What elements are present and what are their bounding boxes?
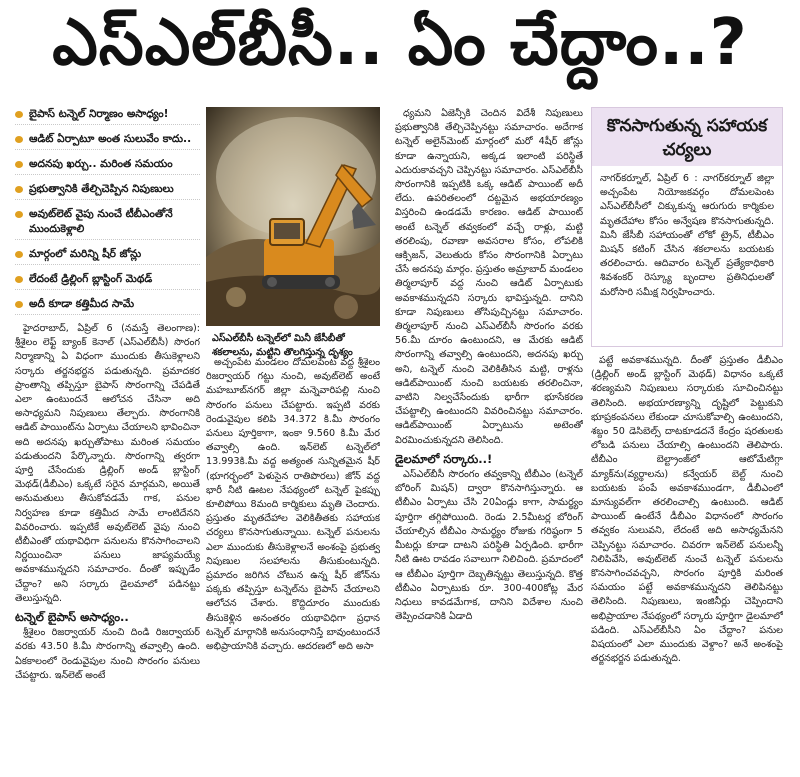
- paragraph: ఎస్‌ఎల్‌బీసీ సొరంగం తవ్వకాన్ని టీబీఎం (టన్నెల్‌ బోరింగ్‌ మిషన్‌) ద్వారా కొనసాగిస్తున్నారు. ఆ టీబీఎం ఏర్పాటు చేసి 20ఏండ్లు కాగా, సామర్థ్యం పూర్తిగా తగ్గిపోయింది. రెండు 2.5మీటర్ల బోరింగ్‌ చేయాల్సిన టీబీఎం సామర్థ్యం రోజుకు గరిష్ఠంగా 5 మీటర్లు కూడా దాటని పరిస్థితి ఏర్పడింది. భారీగా నీటి ఊట రావడం సవాలుగా నిలిచింది. ప్రమాదంలో ఆ టీబీఎం పూర్తిగా దెబ్బతిన్నట్టు తెలుస్తున్నది. కొత్త టీబీఎం ఏర్పాటుకు రూ. 300-400కోట్ల మేర నిధులు కావడమేగాక, దానిని విదేశాల నుంచి తెప్పించడానికి ఏడాది: [395, 469, 583, 623]
- bullet-dot-icon: [15, 251, 23, 258]
- article-column-3: [395, 107, 583, 762]
- headline: ఎస్‌ఎల్‌బీసీ.. ఏం చేద్దాం..?: [52, 5, 748, 80]
- article-column-1: [15, 322, 200, 762]
- highlight-text: ప్రభుత్వానికి తేల్చిచెప్పిన నిపుణులు: [29, 183, 174, 195]
- sidebar-box: [591, 107, 783, 347]
- highlight-text: అదనపు ఖర్చు.. మరింత సమయం: [29, 158, 173, 170]
- paragraph: హైదరాబాద్‌, ఏప్రిల్‌ 6 (నమస్తే తెలంగాణ): శ్రీశైలం లెఫ్ట్‌ బ్యాంక్‌ కెనాల్‌ (ఎస్‌ఎల్‌బీసీ) సొరంగ నిర్మాణాన్ని ఏ విధంగా ముందుకు తీసుకెళ్లాలని సర్కారు తర్జనభర్జన పడుతున్నది. ప్రమాదకర ప్రాంతాన్ని తప్పిస్తూ బైపాస్‌ సొరంగాన్ని చేపడితే ఎలా ఉంటుందనే ఆలోచన చేసినా అది అసాధ్యమని నిపుణులు తేల్చారు. సొరంగానికి ఆడిట్‌ పాయింట్‌ను ఏర్పాటు చేయాలని భావించినా అది అదనపు ఖర్చుతోపాటు మరింత సమయం పడుతుందని పేర్కొన్నారు. సొరంగాన్ని త్వరగా పూర్తి చేసేందుకు డ్రిల్లింగ్‌ అండ్‌ బ్లాస్టింగ్‌ మెథడ్‌(డీబీఎం) ఒక్కటే సరైన మార్గమని, అయితే అనుమతులు తీసుకోవడమే గాక, పనుల నిర్వహణ కూడా కత్తిమీద సామే లాంటిదేనని వివరించారు. ఇప్పటికే అవుట్‌లెట్‌ వైపు నుంచి టీబీఎంతో యథావిధిగా పనులను కొనసాగించాలని నిర్ణయించినా పనులు జాప్యమయ్యే అవకాశమున్నదని సమాచారం. దీంతో ఇప్పుడేం చేద్దాం? అని సర్కారు డైలమాలో పడినట్టు తెలుస్తున్నది.: [15, 323, 200, 604]
- paragraph: శ్రీశైలం రిజర్వాయర్‌ నుంచి దిండి రిజర్వాయర్‌ వరకు 43.50 కి.మీ సొరంగాన్ని తవ్వాల్సి ఉంది. ఏకకాలంలో రెండువైపుల నుంచి సొరంగం పనులు చేపట్టారు. ఇన్‌లెట్‌ అంటే: [15, 627, 200, 681]
- bullet-dot-icon: [15, 276, 23, 283]
- bullet-dot-icon: [15, 136, 23, 143]
- subheading: డైలమాలో సర్కారు..!: [395, 451, 493, 466]
- highlight-text: అదీ కూడా కత్తిమీద సామే: [29, 298, 135, 310]
- excavator-photo: [206, 107, 380, 326]
- highlight-text: లేదంటే డ్రిల్లింగ్‌ బ్లాస్టింగ్‌ మెథడ్‌: [29, 273, 153, 285]
- tunnel-excavator-image: [206, 107, 380, 326]
- article-column-4: [591, 354, 783, 762]
- bullet-dot-icon: [15, 186, 23, 193]
- bullet-dot-icon: [15, 301, 23, 308]
- paragraph: అచ్చంపేట మండలం దోమలపెంట వద్ద శ్రీశైలం రిజర్వాయర్‌ గట్టు నుంచి, అవుట్‌లెట్‌ అంటే మహబూబ్‌నగర్‌ జిల్లా మన్నెవారిపల్లి నుంచి సొరంగం పనులు చేపట్టారు. ఇప్పటి వరకు రెండువైపుల కలిపి 34.372 కి.మీ సొరంగం పనులు పూర్తికాగా, ఇంకా 9.560 కి.మీ మేర తవ్వాల్సి ఉంది. ఇన్‌లెట్‌ టన్నెల్‌లో 13.993కి.మీ వద్ద అత్యంత సున్నితమైన షీర్‌ (భూగర్భంలో పెళుసైన రాతిపొరలు) జోన్‌ వద్ద భారీ నీటి ఊటల నేపథ్యంలో టన్నెల్‌ పైకప్పు కూలిపోయి 8మంది కార్మికులు మృతి చెందారు. ప్రస్తుతం మృతదేహాల వెలికితీతకు సహాయక చర్యలు కొనసాగుతున్నాయి. టన్నెల్‌ పనులను ఎలా ముందుకు తీసుకెళ్లాలనే అంశంపై ప్రభుత్వ నిపుణుల సలహాలను తీసుకుంటున్నది. ప్రమాదం జరిగిన చోటున ఉన్న షీర్‌ జోన్‌ను పక్కకు తప్పిస్తూ టన్నెల్‌ను బైపాస్‌ చేయాలని ఆలోచన చేశారు. కొద్దిదూరం ముందుకు తీసుకెళ్లిన అనంతరం యథావిధిగా ప్రధాన టన్నెల్‌ మార్గానికి అనుసంధానిస్తే బావుంటుందనే అభిప్రాయానికి వచ్చారు. ఆదరణలో అది అసా: [206, 357, 380, 653]
- paragraph: పట్టే అవకాశమున్నది. దీంతో ప్రస్తుతం డీబీఎం (డ్రిల్లింగ్‌ అండ్‌ బ్లాస్టింగ్‌ మెథడ్‌) విధానం ఒక్కటే శరణ్యమని నిపుణులు సర్కారుకు సూచించినట్టు తెలిసింది. అభయారణ్యాన్ని దృష్టిలో పెట్టుకుని భూప్రకంపనలు లేకుండా చూసుకోవాల్సి ఉంటుందని, శబ్దం 50 డెసిబెల్స్‌ దాటకూడదనే కేంద్రం షరతులకు లోబడి పనులు చేయాల్సి ఉంటుందని తెలిపారు. టీబీఎం బెల్ట్రాంజ్‌లో ఆటోమేటిగ్గా మ్యాక్‌ను(వ్యర్థాలను) కన్వేయర్‌ బెల్ట్‌ నుంచి బయటకు పంపే అవకాశముండగా, డీబీఎంలో మాన్యువల్‌గా తరలించాల్సి ఉంటుంది. ఆడిట్‌ పాయింట్‌ ఉంటేనే డీబీఎం విధానంలో సొరంగం తవ్వకం సులువని, లేదంటే అది అసాధ్యమేనని చెప్పినట్టు సమాచారం. చివరగా ఇన్‌లెట్‌ పనులన్నీ నిలిపివేసి, అవుట్‌లెట్‌ నుంచే టన్నెల్‌ పనులను కొనసాగించవచ్చని, సొరంగం పూర్తికి మరింత సమయం పట్టే అవకాశమున్నదని తెలిపినట్టు తెలిసింది. నిపుణులు, ఇంజినీర్లు చెప్పిందాని అభిప్రాయాల నేపథ్యంలో సర్కారు పూర్తిగా డైలమాలో పడింది. ఎస్‌ఎల్‌బీసీని ఏం చేద్దాం? పనుల విషయంలో ఎలా ముందుకు వెళ్దాం? అనే అంశంపై తర్జనభర్జన పడుతున్నది.: [591, 355, 783, 665]
- highlight-text: మార్గంలో మరిన్ని షీర్‌ జోన్లు: [29, 248, 142, 260]
- paragraph: ధ్యమని ఏజెన్సీకి చెందిన విదేశీ నిపుణులు ప్రభుత్వానికి తేల్చిచెప్పినట్టు సమాచారం. అదేగాక టన్నెల్‌ అలైన్‌మెంట్‌ మార్గంలో మరో 4షీర్‌ జోన్లు కూడా ఉన్నాయని, అక్కడ ఇలాంటి పరిస్థితే ఎదురుకావచ్చని చెప్పినట్టు సమాచారం. ఎస్‌ఎల్‌బీసీ సొరంగానికి ఇప్పటికి ఒక్క ఆడిట్‌ పాయింట్‌ అదీ లేదు. ఉపరితలంలో దట్టమైన అభయారణ్యం విస్తరించి ఉండడమే కారణం. ఆడిట్‌ పాయింట్‌ అంటే టన్నెల్‌ తవ్వకంలో వచ్చే రాళ్లు, మట్టి తరలింపు, రవాణా అవసరాల కోసం, లోపలికి ఆక్సిజన్‌, వెలుతురు కోసం సొరంగానికి ఏర్పాటు చేసే అదనపు మార్గం. ప్రస్తుతం అమ్రాబాద్‌ మండలం తిర్మలాపూర్‌ వద్ద నుంచి ఆడిట్‌ ఏర్పాటుకు అవకాశమున్నదని సర్కారు భావిస్తున్నది. దానిని కూడా నిపుణులు తోసిపుచ్చినట్టు సమాచారం. తిర్మలాపూర్‌ నుంచి ఎస్‌ఎల్‌బీసీ సొరంగం వరకు 56.మీ దూరం ఉంటుందని, ఆ మేరకు ఆడిట్‌ సొరంగాన్ని తవ్వాల్సి ఉంటుందని, అదనపు ఖర్చు అని, టన్నెల్‌ నుంచి వెలికితీసిన మట్టి, రాళ్లను ఆడిట్‌పాయింట్‌ నుంచి బయటకు తరలించినా, వాటిని నిల్వచేసేందుకు భారీగా భూసేకరణ చేపట్టాల్సి ఉంటుందని వివరించినట్టు సమాచారం. ఆడిట్‌పాయింట్‌ ఏర్పాటును అటెంతో విరమించుకున్నదని తెలిసింది.: [395, 108, 583, 446]
- highlight-item: [15, 297, 200, 315]
- subheading: టన్నెల్‌ బైపాస్‌ అసాధ్యం..: [15, 610, 129, 625]
- highlight-item: [15, 207, 200, 240]
- highlight-item: [15, 107, 200, 125]
- highlights-box: [15, 107, 200, 317]
- highlight-text: బైపాస్‌ టన్నెల్‌ నిర్మాణం అసాధ్యం!: [29, 108, 169, 120]
- highlight-item: [15, 272, 200, 290]
- bullet-dot-icon: [15, 161, 23, 168]
- sidebar-title: కొనసాగుతున్న సహాయక చర్యలు: [592, 108, 782, 166]
- sidebar-body: నాగర్‌కర్నూల్‌, ఏప్రిల్‌ 6 : నాగర్‌కర్నూల్‌ జిల్లా అచ్చంపేట నియోజకవర్గం దోమలపెంట ఎస్‌ఎల్‌బీసీలో చిక్కుకున్న ఆరుగురు కార్మికుల మృతదేహాల కోసం అన్వేషణ కొనసాగుతున్నది. మినీ జేసీబీ సహాయంతో లోకో ట్రైన్‌, టీబీఎం మిషన్‌ కటింగ్‌ చేసిన శకలాలను బయటకు తరలించారు. ఆదివారం టన్నెల్‌ ప్రత్యేకాధికారి శివశంకర్‌ రెస్క్యూ బృందాల ప్రతినిధులతో మరోసారి సమీక్ష నిర్వహించారు.: [600, 173, 774, 298]
- highlight-item: [15, 157, 200, 175]
- highlight-text: అవుట్‌లెట్‌ వైపు నుంచే టీబీఎంతోనే ముందుకెళ్లాలి: [29, 208, 173, 235]
- article-column-2: [206, 356, 380, 762]
- highlight-item: [15, 247, 200, 265]
- photo-caption: ఎస్‌ఎల్‌బీసీ టన్నెల్‌లో మినీ జేసీబీతో శకలాలను, మట్టిని తొలగిస్తున్న దృశ్యం: [206, 328, 380, 363]
- next-article-strip: [0, 765, 800, 777]
- highlight-item: [15, 182, 200, 200]
- highlight-item: [15, 132, 200, 150]
- highlight-text: ఆడిట్‌ ఏర్పాటూ అంత సులువేం కాదు..: [29, 133, 192, 145]
- bullet-dot-icon: [15, 111, 23, 118]
- bullet-dot-icon: [15, 211, 23, 218]
